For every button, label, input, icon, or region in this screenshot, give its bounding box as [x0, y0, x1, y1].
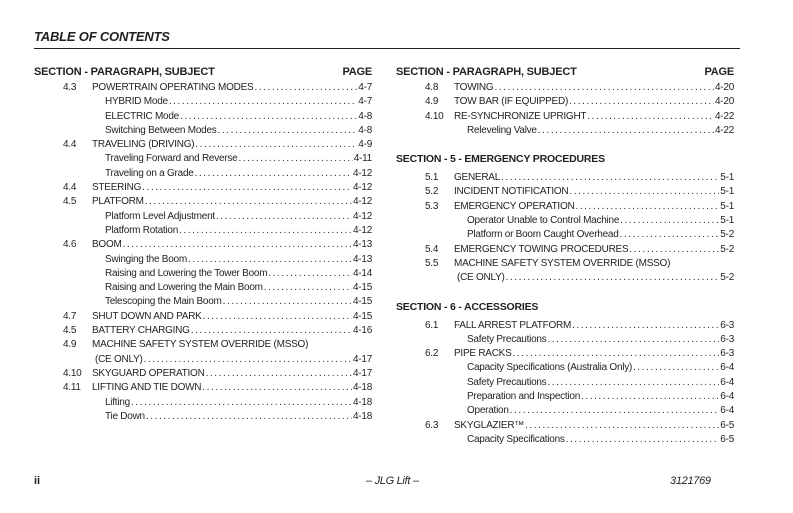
dot-leader [620, 214, 719, 228]
entry-title[interactable]: Operation [467, 405, 509, 417]
entry-title[interactable]: TOW BAR (IF EQUIPPED) [454, 96, 569, 108]
dot-leader [510, 404, 720, 418]
entry-page: 4-22 [714, 110, 734, 122]
dot-leader [144, 353, 352, 367]
toc-entry[interactable] [396, 319, 734, 333]
entry-page: 4-15 [352, 296, 372, 308]
entry-number: 4.11 [63, 382, 81, 394]
entry-title[interactable]: PIPE RACKS [454, 348, 512, 360]
toc-entry[interactable] [34, 210, 372, 224]
entry-title[interactable]: SKYGUARD OPERATION [92, 367, 205, 379]
entry-title[interactable]: SHUT DOWN AND PARK [92, 310, 202, 322]
toc-entry[interactable] [396, 390, 734, 404]
toc-right-column [396, 64, 734, 447]
toc-entry[interactable] [396, 200, 734, 214]
entry-title[interactable]: TOWING [454, 82, 494, 93]
entry-page: 4-15 [352, 310, 372, 322]
dot-leader [566, 433, 720, 447]
dot-leader [506, 271, 720, 285]
entry-title[interactable]: BATTERY CHARGING [92, 325, 190, 337]
toc-entry[interactable] [396, 81, 734, 95]
toc-entry[interactable] [396, 333, 734, 347]
toc-entry[interactable] [34, 310, 372, 324]
entry-page: 6-5 [720, 419, 734, 431]
entry-number: 4.10 [425, 110, 444, 122]
dot-leader [547, 333, 719, 347]
dot-leader [620, 228, 720, 242]
entry-title[interactable]: ELECTRIC Mode [105, 110, 179, 122]
entry-title[interactable]: POWERTRAIN OPERATING MODES [92, 82, 254, 93]
entry-title[interactable]: Telescoping the Main Boom [105, 296, 222, 308]
entry-number: 4.6 [63, 239, 77, 251]
dot-leader [123, 238, 352, 252]
toc-entry[interactable] [396, 124, 734, 138]
dot-leader [575, 200, 719, 214]
dot-leader [145, 195, 352, 209]
entry-number: 5.3 [425, 200, 439, 212]
entry-title[interactable]: Operator Unable to Control Machine [467, 215, 620, 227]
entry-title[interactable]: INCIDENT NOTIFICATION [454, 186, 569, 198]
entry-title[interactable]: Switching Between Modes [105, 124, 217, 136]
entry-page: 4-8 [358, 124, 372, 136]
dot-leader [180, 110, 357, 124]
entry-number: 6.1 [425, 319, 439, 331]
entry-title[interactable]: Releveling Valve [467, 124, 537, 136]
toc-entry[interactable] [396, 110, 734, 124]
toc-entry[interactable] [34, 338, 372, 352]
entry-number: 4.8 [425, 82, 439, 93]
header-page: PAGE [342, 66, 372, 78]
dot-leader [169, 95, 357, 109]
dot-leader [238, 152, 352, 166]
entry-page: 4-12 [352, 196, 372, 208]
entry-title[interactable]: EMERGENCY OPERATION [454, 200, 575, 212]
dot-leader [569, 95, 714, 109]
entry-title[interactable]: MACHINE SAFETY SYSTEM OVERRIDE (MSSO) [454, 257, 671, 269]
entry-page: 4-12 [352, 210, 372, 222]
toc-entry[interactable] [396, 361, 734, 375]
column-header [396, 64, 734, 81]
footer-page-number: ii [34, 475, 41, 487]
header-subject: SECTION - PARAGRAPH, SUBJECT [34, 66, 215, 78]
entry-page: 5-1 [720, 215, 734, 227]
entry-page: 4-18 [352, 382, 372, 394]
entry-page: 4-20 [714, 82, 734, 93]
entry-number: 5.1 [425, 172, 439, 184]
section-heading: SECTION - 6 - ACCESSORIES [396, 300, 539, 313]
entry-page: 5-2 [720, 243, 734, 255]
dot-leader [131, 396, 352, 410]
entry-title[interactable]: HYBRID Mode [105, 96, 168, 108]
entry-page: 6-4 [720, 405, 734, 417]
toc-entry[interactable] [34, 181, 372, 195]
entry-title[interactable]: Platform Rotation [105, 224, 179, 236]
toc-entry[interactable] [34, 253, 372, 267]
entry-page: 4-13 [352, 253, 372, 265]
toc-entry[interactable] [396, 419, 734, 433]
toc-left-column [34, 64, 372, 424]
entry-page: 4-12 [352, 182, 372, 194]
toc-entry[interactable] [34, 152, 372, 166]
entry-number: 4.7 [63, 310, 77, 322]
entry-title[interactable]: Capacity Specifications [467, 433, 565, 445]
entry-title[interactable]: Capacity Specifications (Australia Only) [467, 362, 633, 374]
toc-entry[interactable] [34, 281, 372, 295]
entry-page: 4-7 [358, 96, 372, 108]
dot-leader [179, 224, 352, 238]
title-rule [34, 48, 740, 49]
entry-title[interactable]: MACHINE SAFETY SYSTEM OVERRIDE (MSSO) [92, 339, 309, 351]
entry-page: 5-1 [720, 172, 734, 184]
entry-page: 6-3 [720, 333, 734, 345]
dot-leader [633, 361, 719, 375]
entry-title[interactable]: Safety Precautions [467, 376, 547, 388]
entry-page: 6-4 [720, 376, 734, 388]
entry-page: 4-22 [714, 124, 734, 136]
dot-leader [538, 124, 714, 138]
entry-title[interactable]: (CE ONLY) [457, 272, 505, 284]
dot-leader [142, 181, 352, 195]
entry-title[interactable]: GENERAL [454, 172, 501, 184]
toc-entry[interactable] [34, 110, 372, 124]
entry-number: 4.5 [63, 196, 77, 208]
dot-leader [581, 390, 719, 404]
dot-leader [587, 110, 714, 124]
toc-entry[interactable] [396, 257, 734, 271]
entry-page: 4-18 [352, 396, 372, 408]
footer-doc-number: 3121769 [670, 475, 711, 487]
dot-leader [629, 243, 719, 257]
toc-entry[interactable] [34, 195, 372, 209]
entry-page: 4-20 [714, 96, 734, 108]
dot-leader [216, 210, 352, 224]
entry-title[interactable]: Swinging the Boom [105, 253, 187, 265]
entry-number: 6.3 [425, 419, 439, 431]
entry-page: 6-4 [720, 362, 734, 374]
entry-title[interactable]: Preparation and Inspection [467, 391, 581, 403]
entry-title[interactable]: STEERING [92, 182, 142, 194]
entry-title[interactable]: Raising and Lowering the Main Boom [105, 282, 263, 294]
dot-leader [501, 171, 719, 185]
entry-title[interactable]: SKYGLAZIER™ [454, 419, 525, 431]
entry-title[interactable]: Tie Down [105, 410, 145, 422]
entry-page: 4-15 [352, 282, 372, 294]
entry-page: 5-2 [720, 272, 734, 284]
entry-number: 4.4 [63, 182, 77, 194]
toc-entry[interactable] [34, 410, 372, 424]
entry-page: 4-16 [352, 325, 372, 337]
entry-page: 6-5 [720, 433, 734, 445]
toc-entry[interactable] [396, 347, 734, 361]
entry-title[interactable]: (CE ONLY) [95, 353, 143, 365]
toc-entry[interactable] [396, 185, 734, 199]
column-header [34, 64, 372, 81]
entry-page: 4-17 [352, 367, 372, 379]
toc-entry[interactable] [34, 224, 372, 238]
section-heading: SECTION - 5 - EMERGENCY PROCEDURES [396, 153, 605, 166]
toc-entry[interactable] [34, 95, 372, 109]
toc-entry[interactable] [396, 228, 734, 242]
entry-page: 6-3 [720, 319, 734, 331]
entry-page: 6-4 [720, 391, 734, 403]
toc-entry[interactable] [396, 243, 734, 257]
entry-page: 4-11 [353, 153, 372, 165]
toc-entry[interactable] [34, 367, 372, 381]
toc-entry[interactable] [396, 433, 734, 447]
dot-leader [195, 138, 357, 152]
entry-title[interactable]: Traveling on a Grade [105, 167, 194, 179]
entry-page: 5-1 [720, 200, 734, 212]
entry-title[interactable]: PLATFORM [92, 196, 144, 208]
toc-entry[interactable] [34, 295, 372, 309]
dot-leader [188, 253, 352, 267]
entry-title[interactable]: Platform Level Adjustment [105, 210, 215, 222]
dot-leader [572, 319, 719, 333]
entry-number: 4.9 [425, 96, 439, 108]
entry-number: 4.9 [63, 339, 77, 351]
dot-leader [218, 124, 358, 138]
entry-title[interactable]: TRAVELING (DRIVING) [92, 139, 195, 151]
toc-entry[interactable] [34, 81, 372, 95]
dot-leader [206, 367, 352, 381]
dot-leader [547, 376, 719, 390]
entry-page: 4-12 [352, 167, 372, 179]
toc-entry[interactable] [34, 167, 372, 181]
entry-page: 4-8 [358, 110, 372, 122]
dot-leader [146, 410, 352, 424]
dot-leader [525, 419, 719, 433]
entry-title[interactable]: Lifting [105, 396, 130, 408]
toc-entry[interactable] [396, 376, 734, 390]
entry-title[interactable]: EMERGENCY TOWING PROCEDURES [454, 243, 629, 255]
header-subject: SECTION - PARAGRAPH, SUBJECT [396, 66, 577, 78]
dot-leader [494, 81, 714, 95]
header-page: PAGE [704, 66, 734, 78]
entry-number: 5.2 [425, 186, 439, 198]
entry-title[interactable]: Raising and Lowering the Tower Boom [105, 267, 268, 279]
entry-title[interactable]: Traveling Forward and Reverse [105, 153, 238, 165]
entry-number: 4.5 [63, 325, 77, 337]
entry-page: 4-9 [358, 139, 372, 151]
entry-page: 5-2 [720, 229, 734, 241]
toc-entry[interactable] [396, 95, 734, 109]
toc-entry[interactable] [34, 238, 372, 252]
toc-entry[interactable] [396, 271, 734, 285]
entry-title[interactable]: RE-SYNCHRONIZE UPRIGHT [454, 110, 587, 122]
toc-entry[interactable] [396, 404, 734, 418]
dot-leader [202, 381, 352, 395]
dot-leader [264, 281, 352, 295]
entry-number: 4.10 [63, 367, 82, 379]
entry-page: 4-14 [352, 267, 372, 279]
dot-leader [268, 267, 352, 281]
toc-entry[interactable] [34, 353, 372, 367]
dot-leader [195, 167, 352, 181]
entry-number: 5.4 [425, 243, 439, 255]
page-title: TABLE OF CONTENTS [34, 29, 170, 44]
entry-page: 4-18 [352, 410, 372, 422]
dot-leader [513, 347, 720, 361]
footer-brand: – JLG Lift – [366, 475, 419, 487]
entry-number: 6.2 [425, 348, 439, 360]
entry-page: 5-1 [720, 186, 734, 198]
entry-page: 4-13 [352, 239, 372, 251]
toc-entry[interactable] [34, 381, 372, 395]
entry-number: 5.5 [425, 257, 439, 269]
toc-entry[interactable] [396, 214, 734, 228]
entry-page: 4-12 [352, 224, 372, 236]
entry-title[interactable]: FALL ARREST PLATFORM [454, 319, 572, 331]
entry-title[interactable]: LIFTING AND TIE DOWN [92, 382, 202, 394]
toc-entry[interactable] [34, 396, 372, 410]
entry-title[interactable]: BOOM [92, 239, 122, 251]
entry-page: 4-7 [358, 82, 372, 93]
toc-entry[interactable] [34, 124, 372, 138]
dot-leader [191, 324, 352, 338]
dot-leader [254, 81, 357, 95]
entry-page: 4-17 [352, 353, 372, 365]
toc-entry[interactable] [34, 267, 372, 281]
dot-leader [203, 310, 352, 324]
entry-number: 4.3 [63, 82, 77, 93]
entry-title[interactable]: Safety Precautions [467, 333, 547, 345]
toc-entry[interactable] [34, 324, 372, 338]
dot-leader [223, 295, 352, 309]
toc-entry[interactable] [396, 171, 734, 185]
entry-page: 6-3 [720, 348, 734, 360]
entry-number: 4.4 [63, 139, 77, 151]
toc-entry[interactable] [34, 138, 372, 152]
dot-leader [569, 185, 719, 199]
entry-title[interactable]: Platform or Boom Caught Overhead [467, 229, 619, 241]
